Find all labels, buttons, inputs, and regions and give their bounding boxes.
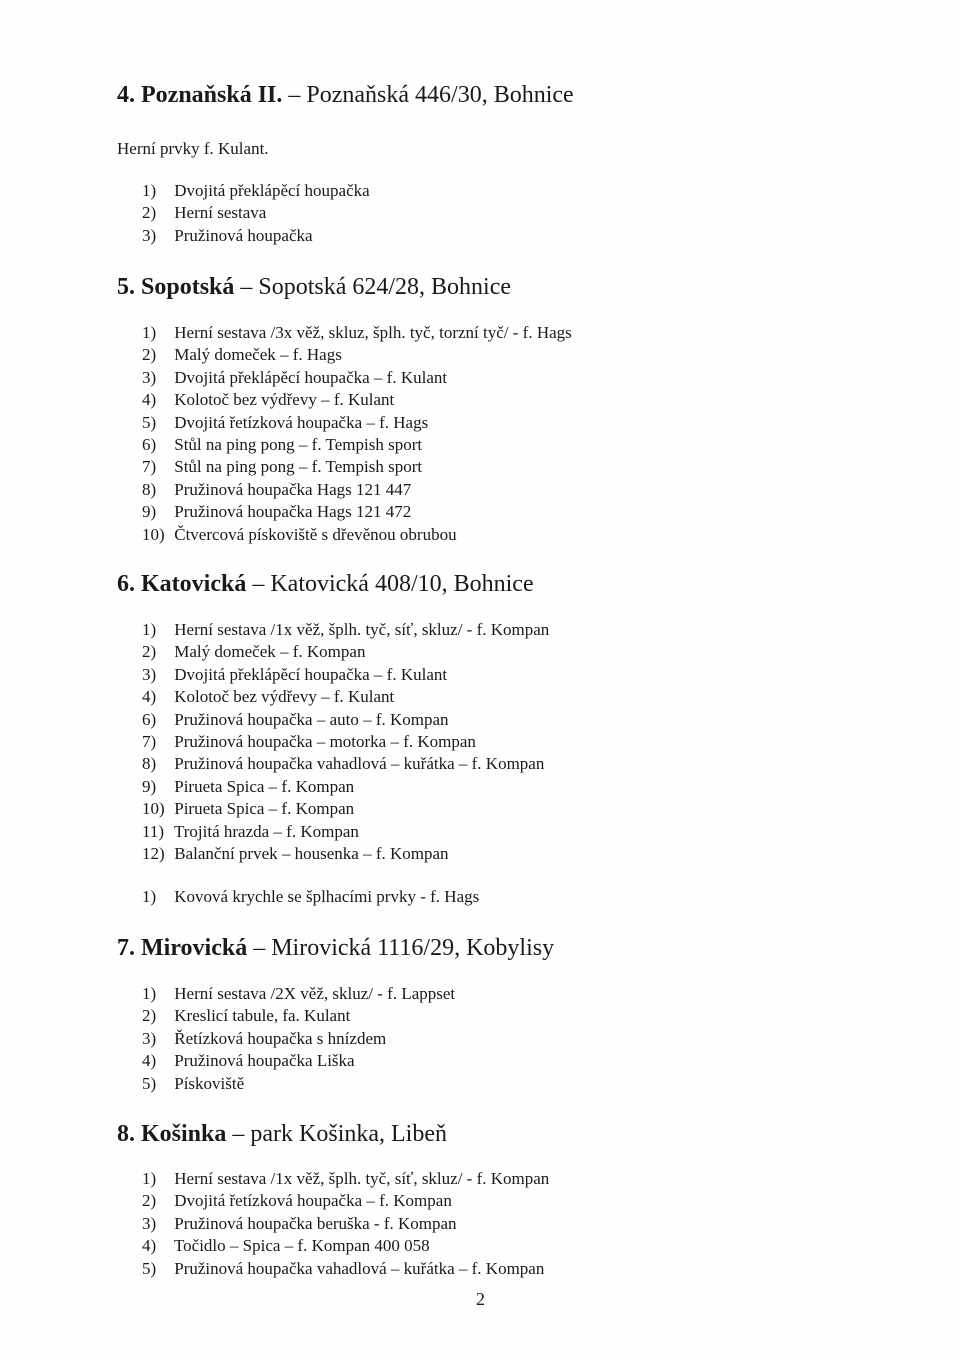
section-address: Mirovická 1116/29, Kobylisy	[271, 935, 555, 961]
list-item: 3) Dvojitá překlápěcí houpačka – f. Kulant	[142, 367, 448, 387]
list-item: 3) Dvojitá překlápěcí houpačka – f. Kulant	[142, 664, 448, 684]
list-item: 2) Malý domeček – f. Hags	[142, 345, 342, 365]
list-item: 4) Pružinová houpačka Liška	[142, 1051, 355, 1071]
list-item: 8) Pružinová houpačka Hags 121 447	[142, 479, 412, 499]
section-heading	[117, 1120, 447, 1148]
item-list	[142, 619, 549, 865]
section-dash: –	[253, 935, 266, 961]
list-item: 2) Kreslicí tabule, fa. Kulant	[142, 1006, 351, 1026]
list-item: 1) Herní sestava /1x věž, šplh. tyč, síť, skluz/ - f. Kompan	[142, 620, 550, 639]
list-item: 6) Stůl na ping pong – f. Tempish sport	[142, 434, 423, 454]
item-list-extra	[142, 886, 479, 908]
list-item: 1) Herní sestava /3x věž, skluz, šplh. tyč, torzní tyč/ - f. Hags	[142, 323, 572, 342]
section-dash: –	[240, 274, 253, 300]
section-address: Sopotská 624/28, Bohnice	[258, 274, 512, 300]
list-item: 5) Pískoviště	[142, 1073, 245, 1093]
section-name: Mirovická	[141, 935, 248, 961]
list-item: 7) Stůl na ping pong – f. Tempish sport	[142, 457, 423, 477]
section-dash: –	[232, 1121, 245, 1147]
list-item: 2) Dvojitá řetízková houpačka – f. Kompan	[142, 1191, 452, 1211]
list-item: 6) Pružinová houpačka – auto – f. Kompan	[142, 709, 449, 729]
section-name: Poznaňská II.	[141, 82, 283, 108]
section-dash: –	[252, 571, 265, 597]
list-item: 4) Kolotoč bez výdřevy – f. Kulant	[142, 390, 395, 410]
list-item: 2) Herní sestava	[142, 203, 267, 223]
section-number: 7.	[117, 935, 135, 961]
list-item: 1) Kovová krychle se šplhacími prvky - f. Hags	[142, 887, 480, 906]
list-item: 1) Dvojitá překlápěcí houpačka	[142, 181, 370, 200]
page-number: 2	[476, 1289, 485, 1309]
list-item: 1) Herní sestava /2X věž, skluz/ - f. Lappset	[142, 984, 456, 1003]
item-list	[142, 180, 370, 247]
section-heading	[117, 81, 574, 109]
list-item: 8) Pružinová houpačka vahadlová – kuřátka – f. Kompan	[142, 754, 545, 774]
list-item: 4) Kolotoč bez výdřevy – f. Kulant	[142, 687, 395, 707]
section-heading	[117, 273, 511, 301]
list-item: 3) Pružinová houpačka	[142, 225, 313, 245]
section-heading	[117, 934, 554, 962]
section-dash: –	[288, 82, 301, 108]
item-list	[142, 983, 455, 1095]
list-item: 4) Točidlo – Spica – f. Kompan 400 058	[142, 1236, 430, 1256]
list-item: 10) Čtvercová pískoviště s dřevěnou obrubou	[142, 524, 457, 544]
section-address: park Košinka, Libeň	[250, 1121, 447, 1147]
item-list	[142, 322, 572, 546]
section-name: Sopotská	[141, 274, 235, 300]
section-name: Katovická	[141, 571, 247, 597]
list-item: 5) Dvojitá řetízková houpačka – f. Hags	[142, 412, 429, 432]
section-number: 8.	[117, 1121, 135, 1147]
section-heading	[117, 570, 534, 598]
list-item: 10) Pirueta Spica – f. Kompan	[142, 799, 355, 819]
section-number: 4.	[117, 82, 135, 108]
section-address: Katovická 408/10, Bohnice	[270, 571, 534, 597]
section-address: Poznaňská 446/30, Bohnice	[306, 82, 574, 108]
section-number: 5.	[117, 274, 135, 300]
item-list	[142, 1168, 549, 1280]
list-item: 5) Pružinová houpačka vahadlová – kuřátka – f. Kompan	[142, 1258, 545, 1278]
list-item: 7) Pružinová houpačka – motorka – f. Kompan	[142, 731, 476, 751]
list-item: 12) Balanční prvek – housenka – f. Kompan	[142, 843, 449, 863]
list-item: 11) Trojitá hrazda – f. Kompan	[142, 821, 359, 841]
list-item: 1) Herní sestava /1x věž, šplh. tyč, síť, skluz/ - f. Kompan	[142, 1169, 550, 1188]
list-item: 3) Pružinová houpačka beruška - f. Kompan	[142, 1213, 457, 1233]
list-item: 2) Malý domeček – f. Kompan	[142, 642, 366, 662]
section-name: Košinka	[141, 1121, 227, 1147]
section-intro: Herní prvky f. Kulant.	[117, 139, 269, 158]
section-number: 6.	[117, 571, 135, 597]
list-item: 9) Pirueta Spica – f. Kompan	[142, 776, 355, 796]
list-item: 9) Pružinová houpačka Hags 121 472	[142, 502, 412, 522]
list-item: 3) Řetízková houpačka s hnízdem	[142, 1028, 387, 1048]
